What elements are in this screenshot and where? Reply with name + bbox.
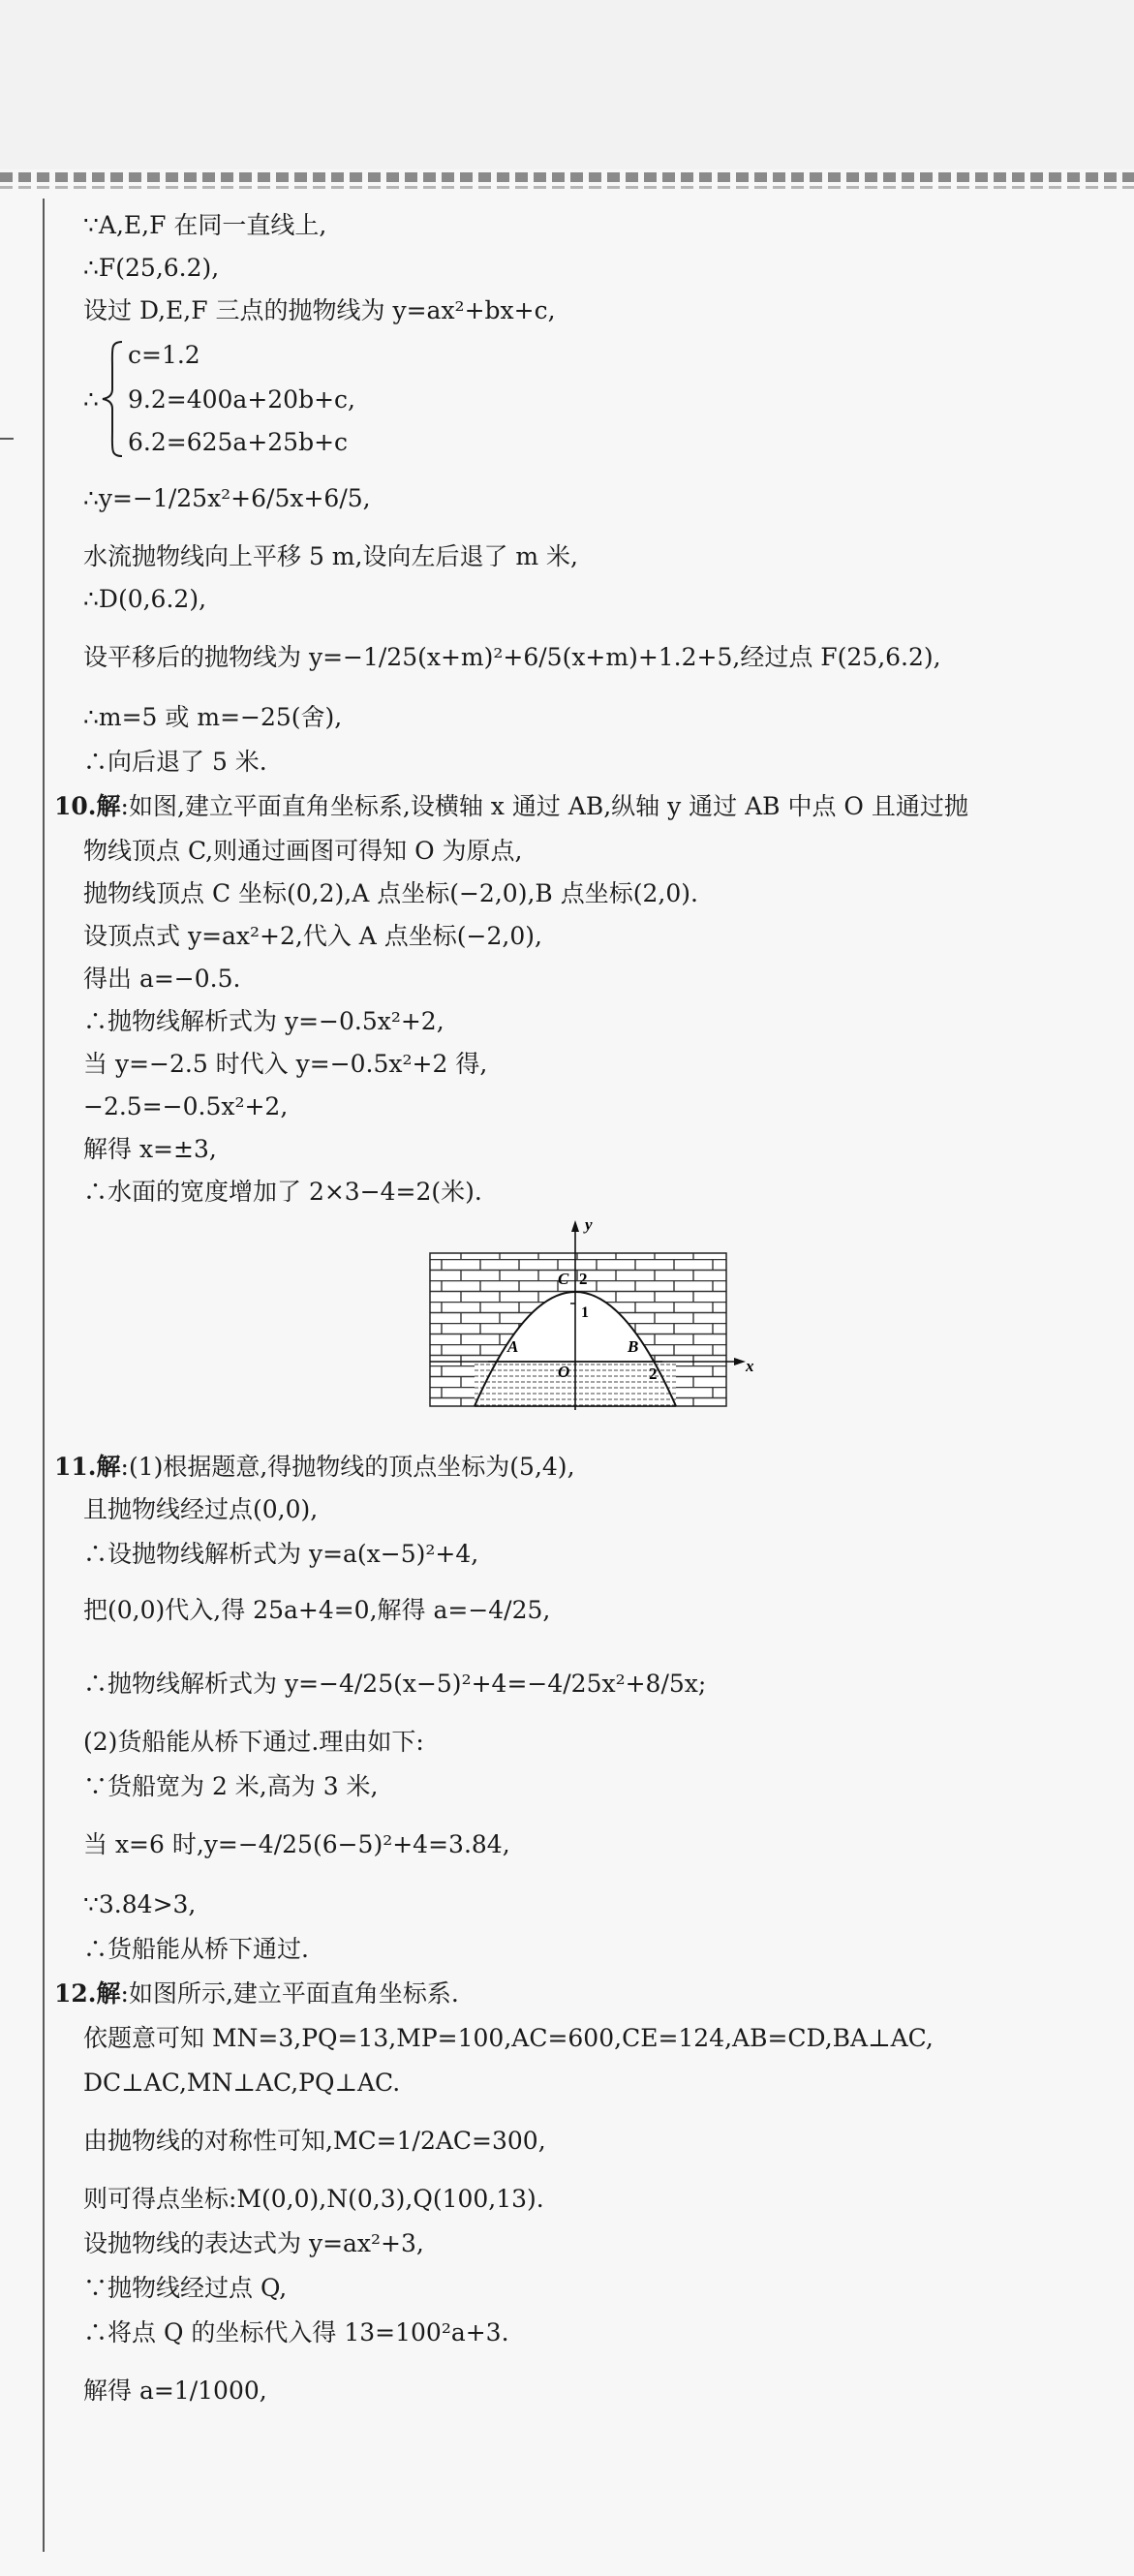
- text-line: ∴抛物线解析式为 y=−0.5x²+2,: [83, 1007, 444, 1035]
- text-line: 设抛物线的表达式为 y=ax²+3,: [83, 2229, 424, 2257]
- question-number: 11.: [54, 1453, 97, 1481]
- solution-label: 解: [96, 1979, 121, 2008]
- text-line: DC⊥AC,MN⊥AC,PQ⊥AC.: [83, 2069, 401, 2097]
- text-line: 当 y=−2.5 时代入 y=−0.5x²+2 得,: [83, 1050, 488, 1078]
- bridge-arch-figure: [422, 1215, 754, 1414]
- text-line: −2.5=−0.5x²+2,: [83, 1092, 289, 1120]
- text-line: 物线顶点 C,则通过画图可得知 O 为原点,: [83, 837, 523, 865]
- text-line: 由抛物线的对称性可知,MC=1/2AC=300,: [83, 2127, 546, 2155]
- text-line: 抛物线顶点 C 坐标(0,2),A 点坐标(−2,0),B 点坐标(2,0).: [83, 879, 698, 907]
- text-line: ∵A,E,F 在同一直线上,: [83, 211, 327, 239]
- question-number: 10.: [54, 792, 97, 820]
- text-line: ∴m=5 或 m=−25(舍),: [83, 703, 343, 731]
- tick-label-2: 2: [579, 1270, 588, 1288]
- equation-line: 9.2=400a+20b+c,: [128, 385, 355, 414]
- y-axis-label: y: [585, 1215, 593, 1234]
- text-line: ∴将点 Q 的坐标代入得 13=100²a+3.: [83, 2318, 509, 2346]
- text-line: 水流抛物线向上平移 5 m,设向左后退了 m 米,: [83, 542, 578, 570]
- text-line: 解得 a=1/1000,: [83, 2377, 267, 2405]
- text-line: :如图所示,建立平面直角坐标系.: [120, 1979, 459, 2008]
- text-line: ∵3.84>3,: [83, 1890, 197, 1918]
- text-line: 且抛物线经过点(0,0),: [83, 1495, 319, 1523]
- text-line: 设顶点式 y=ax²+2,代入 A 点坐标(−2,0),: [83, 922, 542, 950]
- question-number: 12.: [54, 1979, 97, 2008]
- text-line: ∴抛物线解析式为 y=−4/25(x−5)²+4=−4/25x²+8/5x;: [83, 1670, 707, 1698]
- therefore-symbol: ∴: [83, 385, 99, 414]
- text-line: 得出 a=−0.5.: [83, 965, 241, 993]
- question-12-first-line: [54, 1979, 459, 2009]
- text-line: ∴D(0,6.2),: [83, 585, 207, 613]
- text-line: 依题意可知 MN=3,PQ=13,MP=100,AC=600,CE=124,AB=CD,BA⊥AC,: [83, 2024, 934, 2052]
- equation-line: c=1.2: [128, 341, 200, 369]
- solution-label: 解: [96, 792, 121, 820]
- text-line: ∴向后退了 5 米.: [83, 748, 267, 776]
- y-axis-arrow-icon: [571, 1220, 579, 1232]
- brace-icon: [97, 339, 126, 459]
- text-line: 把(0,0)代入,得 25a+4=0,解得 a=−4/25,: [83, 1596, 551, 1624]
- point-label-a: A: [507, 1337, 519, 1356]
- text-line: :(1)根据题意,得抛物线的顶点坐标为(5,4),: [120, 1453, 575, 1481]
- text-line: (2)货船能从桥下通过.理由如下:: [83, 1728, 424, 1756]
- x-axis-arrow-icon: [734, 1358, 746, 1365]
- text-line: ∴货船能从桥下通过.: [83, 1935, 309, 1963]
- text-line: 则可得点坐标:M(0,0),N(0,3),Q(100,13).: [83, 2185, 544, 2213]
- text-line: :如图,建立平面直角坐标系,设横轴 x 通过 AB,纵轴 y 通过 AB 中点 O 且通过抛: [120, 792, 968, 820]
- text-line: 当 x=6 时,y=−4/25(6−5)²+4=3.84,: [83, 1830, 510, 1858]
- question-11-first-line: [54, 1453, 575, 1482]
- solution-label: 解: [96, 1453, 121, 1481]
- text-line: ∵抛物线经过点 Q,: [83, 2274, 288, 2302]
- tick-label-1: 1: [581, 1304, 589, 1321]
- text-line: 设平移后的抛物线为 y=−1/25(x+m)²+6/5(x+m)+1.2+5,经过点 F(25,6.2),: [83, 643, 941, 671]
- x-axis-label: x: [746, 1357, 754, 1375]
- text-line: 设过 D,E,F 三点的抛物线为 y=ax²+bx+c,: [83, 296, 556, 324]
- point-label-b: B: [628, 1337, 639, 1356]
- tick-label-2-x: 2: [649, 1365, 658, 1383]
- text-line: 解得 x=±3,: [83, 1135, 217, 1163]
- text-line: ∴水面的宽度增加了 2×3−4=2(米).: [83, 1178, 482, 1206]
- text-line: ∴F(25,6.2),: [83, 254, 220, 282]
- origin-label-o: O: [558, 1363, 570, 1381]
- text-line: ∴y=−1/25x²+6/5x+6/5,: [83, 484, 371, 512]
- equation-line: 6.2=625a+25b+c: [128, 428, 349, 456]
- vertex-label-c: C: [558, 1270, 569, 1288]
- text-line: ∵货船宽为 2 米,高为 3 米,: [83, 1772, 379, 1800]
- question-10-first-line: [54, 792, 968, 821]
- text-line: ∴设抛物线解析式为 y=a(x−5)²+4,: [83, 1540, 479, 1568]
